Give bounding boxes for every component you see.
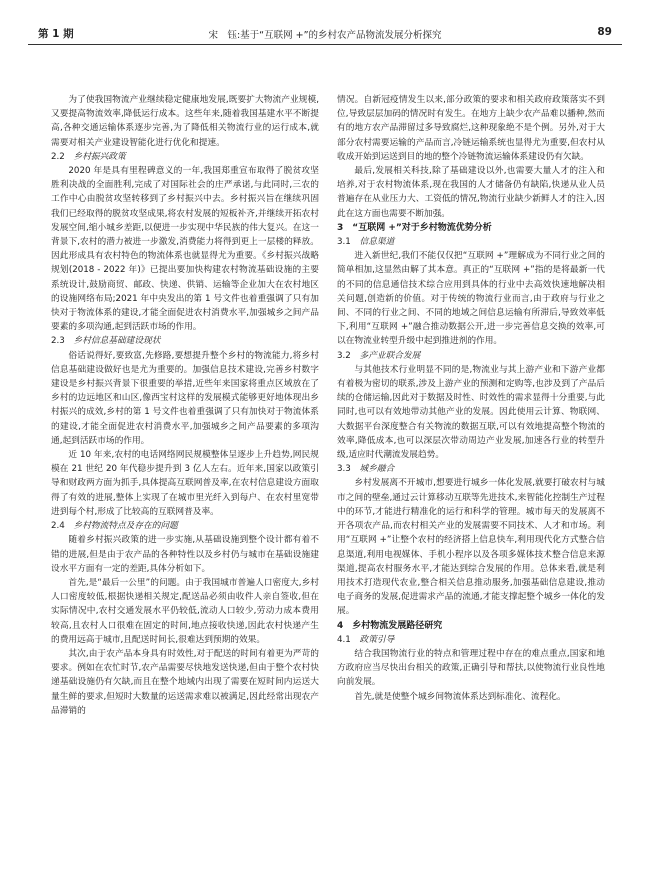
paragraph: 为了使我国物流产业继续稳定健康地发展,既要扩大物流产业规模,又要提高物流效率,降低运行成本。这些年来,随着我国基建水平不断提高,各种交通运输体系逐步完善,为了降低相关物流行业的运行成本,就需要对相关产业建设智能化进行优化和提速。 [51, 95, 319, 148]
paragraph: 随着乡村振兴政策的进一步实施,从基础设施到整个设计都有着不错的进展,但是由于农产品的各种特性以及乡村仍与城市在基础设施建设水平方面有一定的差距,具体分析如下。 [51, 535, 319, 574]
paragraph: 俗话说得好,要致富,先修路,要想提升整个乡村的物流能力,将乡村信息基础建设做好也是尤为重要的。加强信息技术建设,完善乡村数字建设是乡村振兴背景下很重要的举措,近些年来国家将重点区域放在了乡村的边远地区和山区,像西宝村这样的发展模式能够更好地体现出乡村振兴的成效,乡村的第 1 号文件也着重强调了只有加快对于物流体系的建设,才能全面促进农村消费水平,加强城乡之间产品要素的多项沟通,起到活跃市场的作用。 [51, 350, 319, 446]
subsection-number: 4.1 [337, 634, 351, 645]
subsection-heading-4-1 [337, 633, 605, 647]
paragraph: 其次,由于农产品本身具有时效性,对于配送的时间有着更为严苛的要求。例如在农忙时节,农产品需要尽快地发送快递,但由于整个农村快递基础设施仍有欠缺,而且在整个地域内出现了需要在短时间内运送大量生鲜的要求,但短时大数量的运送需求难以被满足,因此经常出现农产品滞销的 [51, 648, 319, 716]
running-header [28, 22, 622, 45]
page-number: 89 [597, 26, 612, 38]
paragraph: 首先,是“最后一公里”的问题。由于我国城市普遍人口密度大,乡村人口密度较低,根据快递相关规定,配送品必须由收件人亲自签收,但在实际情况中,农村交通发展水平仍较低,流动人口较少,劳动力成本费用较高,且农村人口很难在固定的时间,地点接收快递,因此农村快递产生的费用远高于城市,且配送时间长,很难达到预期的效果。 [51, 577, 319, 645]
section-title: 乡村物流发展路径研究 [352, 620, 443, 631]
section-heading-4 [337, 619, 605, 633]
subsection-number: 2.2 [51, 151, 65, 162]
subsection-title: 乡村物流特点及存在的问题 [73, 521, 178, 532]
section-heading-3 [337, 221, 605, 235]
paragraph: 与其他技术行业明显不同的是,物流业与其上游产业和下游产业都有着极为密切的联系,涉及上游产业的预测和定购等,也涉及到了产品后续的仓储运输,因此对于数据及时性、时效性的需求显得十分重要,与此同时,也可以有效地带动其他产业的发展。因此使用云计算、物联网、大数据平台深度整合有关物流的数据互联,可以有效地提高整个物流的效率,降低成本,也可以深层次带动周边产业发展,加速各行业的转型升级,适应时代潮流发展趋势。 [337, 364, 605, 461]
subsection-number: 3.1 [337, 237, 351, 248]
paragraph: 近 10 年来,农村的电话网络网民规模整体呈逐步上升趋势,网民规模在 21 世纪 20 年代稳步提升到 3 亿人左右。近年来,国家以政策引导和财政两方面为抓手,具体提高互联网普及率,在农村信息建设方面取得了有效的进展,整体上实现了在城市里光纤入到每户、在农村里宽带进到每个村,形成了比较高的互联网普及率。 [51, 450, 319, 517]
paragraph: 最后,发展相关科技,除了基础建设以外,也需要大量人才的注入和培养,对于农村物流体系,现在我国的人才储备仍有缺陷,快递从业人员普遍存在从业压力大、工资低的情况,物流行业缺少新鲜人才的注入,因此在这方面也需要不断加强。 [337, 166, 605, 219]
section-number: 4 [337, 620, 344, 631]
left-column [51, 93, 319, 718]
subsection-heading-2-4 [51, 519, 319, 533]
paragraph: 2020 年是具有里程碑意义的一年,我国郑重宣布取得了脱贫攻坚胜利决战的全面胜利,完成了对国际社会的庄严承诺,与此同时,三农的工作中心由脱贫攻坚转移到了乡村振兴中去。乡村振兴旨在继续巩固我们已经取得的脱贫攻坚成果,将农村发展的短板补齐,并继续开拓农村发展空间,缩小城乡差距,以便进一步实现中华民族的伟大复兴。在这一背景下,农村的潜力被进一步激发,消费能力将得到更上一层楼的释放。因此形成具有农村特色的物流体系也就显得尤为重要。《乡村振兴战略规划(2018 - 2022 年)》已提出要加快构建农村物流基础设施的主要系统设计,鼓励商贸、邮政、快递、供销、运输等企业加大在农村地区的设施网络布局;2021 年中央发出的第 1 号文件也着重强调了只有加快对于物流体系的建设,才能全面促进农村消费水平,加强城乡之间产品要素的多项沟通,起到活跃市场的作用。 [51, 166, 319, 333]
paragraph: 结合我国物流行业的特点和管理过程中存在的难点重点,国家和地方政府应当尽快出台相关的政策,正确引导和帮扶,以使物流行业良性地向前发展。 [337, 648, 605, 688]
subsection-heading-3-2 [337, 349, 605, 363]
section-number: 3 [337, 222, 344, 233]
subsection-heading-3-1 [337, 235, 605, 249]
paragraph: 情况。自新冠疫情发生以来,部分政策的要求和相关政府政策落实不到位,导致层层加码的情况时有发生。在地方上缺少农产品难以播种,然而有的地方农产品滞留过多导致腐烂,这种现象绝不是个例。另外,对于大部分农村需要运输的产品而言,冷链运输系统也显得尤为重要,但农村从收成开始到运送到目的地的整个冷链物流运输体系建设仍有欠缺。 [337, 95, 605, 162]
subsection-title: 多产业联合发展 [359, 350, 421, 361]
paragraph: 乡村发展离不开城市,想要进行城乡一体化发展,就要打破农村与城市之间的壁垒,通过云计算移动互联等先进技术,来智能化控制生产过程中的环节,才能进行精准化的运行和科学的管理。城市每天的发展离不开各项农产品,而农村相关产业的发展需要不同技术、人才和市场。利用“互联网 +”让整个农村的经济搭上信息快车,利用现代化方式整合信息渠道,利用电视媒体、手机小程序以及各项多媒体技术整合信息来源渠道,提高农村服务水平,才能达到综合发展的作用。总体来看,就是利用技术打造现代农业,整合相关信息推动服务,加强基础信息建设,推动电子商务的发展,促进需求产品的流通,才能支撑起整个城乡一体化的发展。 [337, 478, 605, 617]
right-column [337, 93, 605, 704]
running-title: 宋 钰:基于“互联网 +”的乡村农产品物流发展分析探究 [208, 30, 442, 41]
paragraph: 首先,就是使整个城乡间物流体系达到标准化、流程化。 [354, 691, 566, 702]
section-title: “互联网 +”对于乡村物流优势分析 [352, 222, 492, 233]
subsection-title: 乡村振兴政策 [73, 151, 126, 162]
subsection-heading-2-2 [51, 150, 319, 164]
subsection-title: 城乡融合 [359, 464, 395, 475]
paragraph: 进入新世纪,我们不能仅仅把“互联网 +”理解成为不同行业之间的简单相加,这显然由解了其本意。真正的“互联网 +”指的是将最新一代的不同的信息通信技术综合应用到具体的行业中去高效快速地解决相关问题,创造新的价值。对于传统的物流行业而言,由于政府与行业之间、不同的行业之间、不同的地域之间信息运输有所滞后,导致效率低下,利用“互联网 +”融合推动数据公开,进一步完善信息交换的效率,可以在物流业转型升级中起到推进剂的作用。 [337, 251, 605, 347]
subsection-title: 乡村信息基础建设现状 [73, 336, 161, 347]
subsection-heading-3-3 [337, 462, 605, 476]
subsection-number: 2.4 [51, 521, 65, 532]
subsection-number: 3.2 [337, 350, 351, 361]
subsection-heading-2-3 [51, 334, 319, 348]
issue-number: 第 1 期 [38, 28, 74, 40]
subsection-number: 3.3 [337, 464, 351, 475]
subsection-title: 信息渠道 [359, 237, 395, 248]
subsection-number: 2.3 [51, 336, 65, 347]
subsection-title: 政策引导 [359, 634, 395, 645]
